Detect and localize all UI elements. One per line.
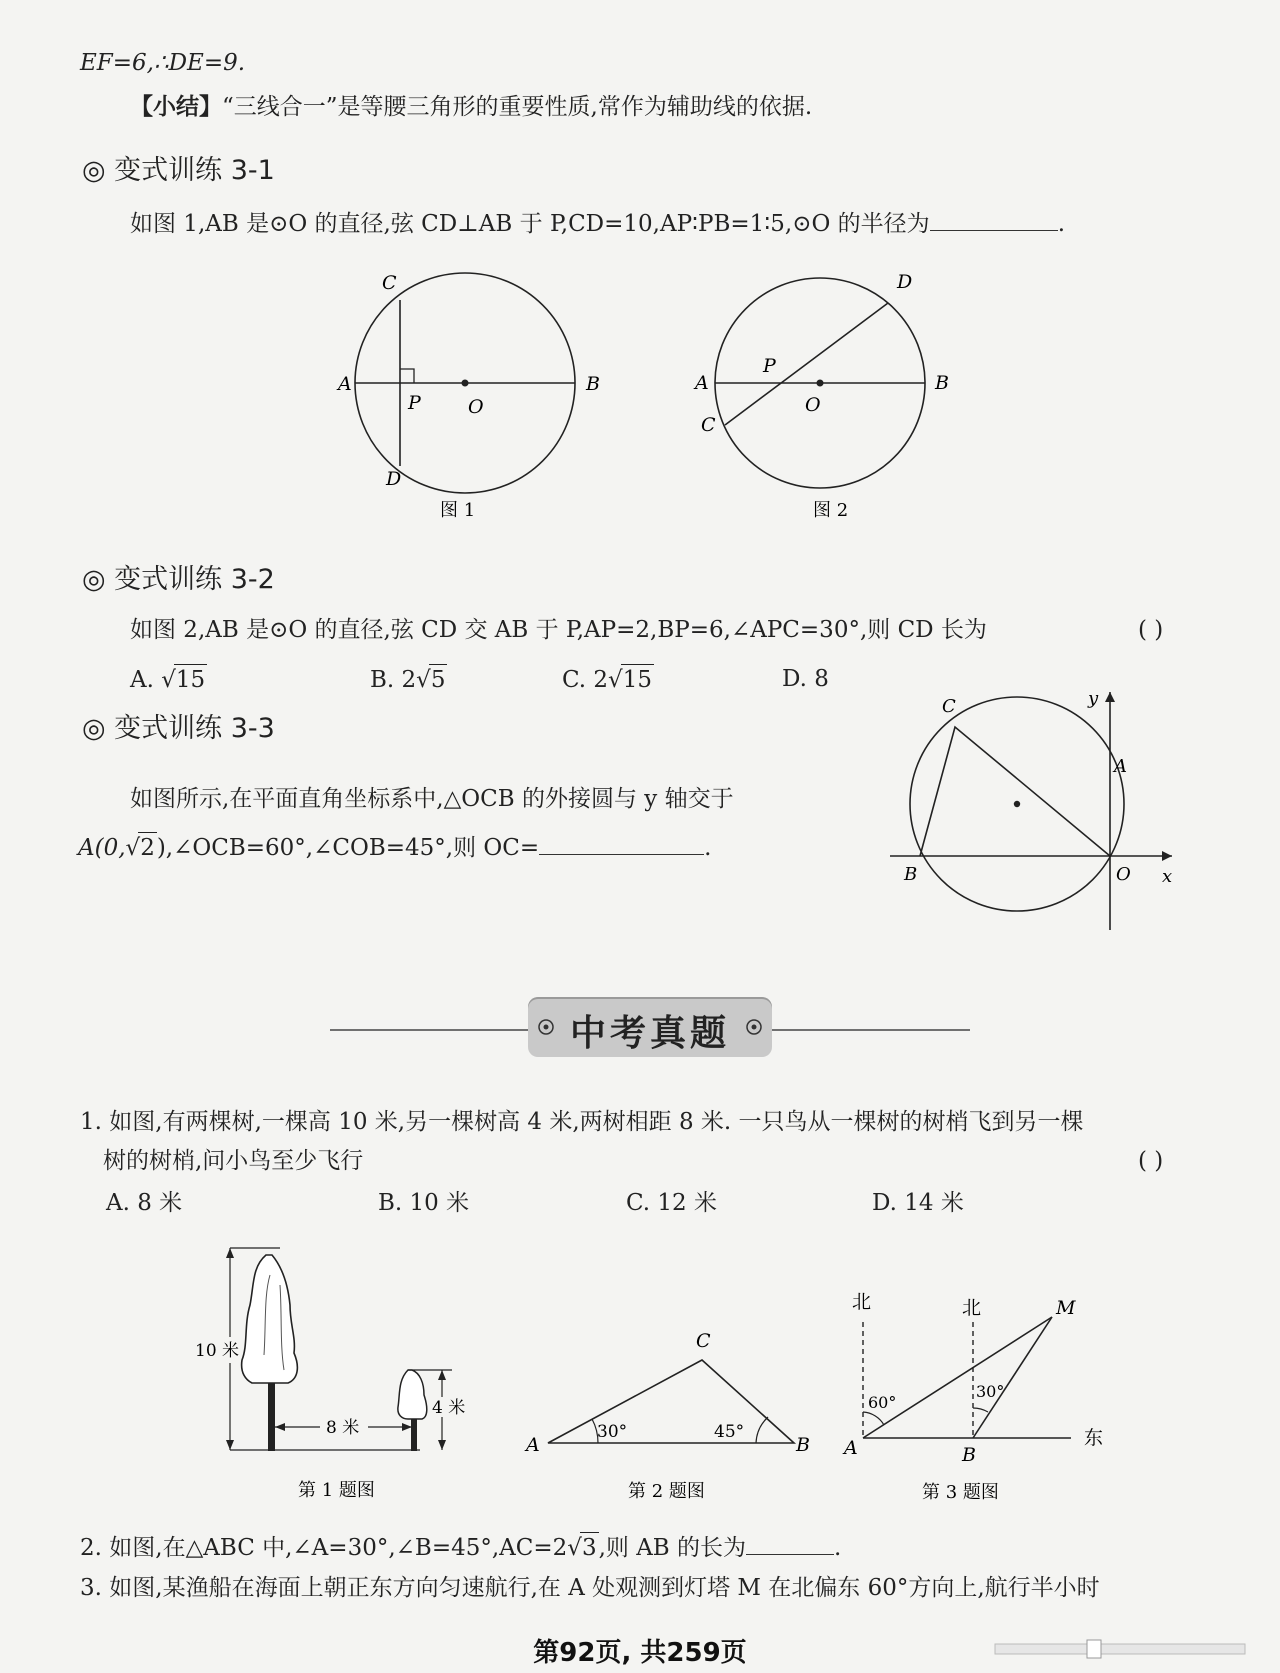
figure-q3-caption: 第 3 题图 <box>922 1482 999 1503</box>
label-A: A <box>526 1434 540 1456</box>
figure-q1-trees <box>190 1245 500 1510</box>
height-10-label: 10 米 <box>195 1341 240 1361</box>
label-M: M <box>1056 1297 1076 1319</box>
angle-45-label: 45° <box>714 1422 745 1442</box>
answer-paren[interactable]: ( ) <box>1138 617 1164 643</box>
angle-60-label: 60° <box>868 1393 897 1412</box>
option-a-label: A. <box>130 667 154 693</box>
angle-30-label: 30° <box>976 1382 1005 1401</box>
figure-2 <box>695 265 975 535</box>
label-C: C <box>942 696 956 717</box>
option-c[interactable]: C. 2√15 <box>562 664 654 695</box>
q1-line2: 树的树梢,问小鸟至少飞行 <box>103 1148 364 1174</box>
radicand: 2 <box>138 832 157 863</box>
exercise-3-2-title: ◎ 变式训练 3-2 <box>82 564 275 595</box>
summary-text: “三线合一”是等腰三角形的重要性质,常作为辅助线的依据. <box>222 94 813 120</box>
exercise-3-2-question: 如图 2,AB 是⊙O 的直径,弦 CD 交 AB 于 P,AP=2,BP=6,∠APC=30°,则 CD 长为 <box>130 617 987 643</box>
text: ),∠OCB=60°,∠COB=45°,则 OC= <box>156 835 540 861</box>
exercise-3-1-title: ◎ 变式训练 3-1 <box>82 155 275 186</box>
radicand: 15 <box>621 664 654 695</box>
east-label: 东 <box>1084 1427 1104 1449</box>
label-x: x <box>1162 866 1173 887</box>
radicand: 3 <box>580 1532 599 1563</box>
figure-q3-navigation <box>836 1282 1126 1510</box>
label-B: B <box>935 372 949 394</box>
figure-q1-caption: 第 1 题图 <box>298 1480 375 1501</box>
question-end: . <box>834 1535 842 1561</box>
figure-3-3 <box>890 690 1180 930</box>
label-D: D <box>386 468 402 490</box>
q3-line: 3. 如图,某渔船在海面上朝正东方向匀速航行,在 A 处观测到灯塔 M 在北偏东 60°方向上,航行半小时 <box>80 1575 1100 1601</box>
label-P: P <box>763 355 776 377</box>
option-c-label: C. 2 <box>562 667 609 693</box>
exercise-3-3-line2: A(0,√2),∠OCB=60°,∠COB=45°,则 OC= . <box>78 832 711 863</box>
radicand: 5 <box>429 664 448 695</box>
label-A: A <box>1114 756 1127 777</box>
section-banner <box>528 997 772 1057</box>
label-B: B <box>962 1444 976 1466</box>
option-a[interactable]: A. 8 米 <box>106 1190 183 1216</box>
exercise-3-1-question <box>130 208 1065 239</box>
label-A: A <box>844 1437 858 1459</box>
question-text: 如图 1,AB 是⊙O 的直径,弦 CD⊥AB 于 P,CD=10,AP∶PB=1∶5,⊙O 的半径为 <box>130 211 930 237</box>
north-label-2: 北 <box>962 1297 982 1319</box>
option-d[interactable]: D. 8 <box>782 666 829 692</box>
figure-2-caption: 图 2 <box>813 500 849 521</box>
banner-title: 中考真题 <box>569 1013 730 1054</box>
option-a[interactable]: A. √15 <box>130 664 207 695</box>
label-O: O <box>468 396 484 418</box>
height-4-label: 4 米 <box>432 1398 466 1418</box>
angle-30-label: 30° <box>597 1422 628 1442</box>
label-A: A <box>695 372 709 394</box>
q1-line1: 1. 如图,有两棵树,一棵高 10 米,另一棵树高 4 米,两树相距 8 米. 一只鸟从一棵树的树梢飞到另一棵 <box>80 1109 1084 1135</box>
north-label-1: 北 <box>852 1291 872 1313</box>
page-counter: 第92页, 共259页 <box>533 1638 747 1668</box>
summary-tag: 【小结】 <box>130 93 222 120</box>
label-B: B <box>796 1434 810 1456</box>
distance-8-label: 8 米 <box>326 1418 360 1438</box>
question-end: . <box>704 835 712 861</box>
option-b[interactable]: B. 2√5 <box>370 664 447 695</box>
answer-paren[interactable]: ( ) <box>1138 1148 1164 1174</box>
label-y: y <box>1088 688 1099 709</box>
summary-line <box>130 92 812 122</box>
option-b-label: B. 2 <box>370 667 417 693</box>
label-D: D <box>897 271 913 293</box>
text: A(0, <box>78 835 126 861</box>
label-C: C <box>382 272 397 294</box>
answer-blank[interactable] <box>930 208 1058 231</box>
answer-blank[interactable] <box>539 832 704 855</box>
answer-blank[interactable] <box>746 1532 834 1555</box>
exercise-3-3-line1: 如图所示,在平面直角坐标系中,△OCB 的外接圆与 y 轴交于 <box>130 786 734 812</box>
radicand: 15 <box>174 664 207 695</box>
question-end: . <box>1057 211 1065 237</box>
figure-1 <box>330 265 610 535</box>
solution-line: EF=6,∴DE=9. <box>80 50 246 76</box>
exercise-3-3-title: ◎ 变式训练 3-3 <box>82 713 275 744</box>
label-P: P <box>408 392 421 414</box>
option-c[interactable]: C. 12 米 <box>626 1190 717 1216</box>
label-C: C <box>701 414 716 436</box>
label-A: A <box>338 373 352 395</box>
label-C: C <box>696 1330 711 1352</box>
option-b[interactable]: B. 10 米 <box>378 1190 470 1216</box>
option-d[interactable]: D. 14 米 <box>872 1190 964 1216</box>
scrollbar-icon[interactable] <box>995 1640 1255 1660</box>
q2-line: 2. 如图,在△ABC 中,∠A=30°,∠B=45°,AC=2√3,则 AB 的长为 . <box>80 1532 841 1563</box>
label-O: O <box>805 394 821 416</box>
label-B: B <box>904 864 918 885</box>
label-B: B <box>586 373 600 395</box>
text: ,则 AB 的长为 <box>598 1535 747 1561</box>
figure-1-caption: 图 1 <box>440 500 476 521</box>
text: 2. 如图,在△ABC 中,∠A=30°,∠B=45°,AC=2 <box>80 1535 568 1561</box>
label-O: O <box>1116 864 1131 885</box>
figure-q2-caption: 第 2 题图 <box>628 1481 705 1502</box>
figure-q2-triangle <box>520 1325 820 1510</box>
